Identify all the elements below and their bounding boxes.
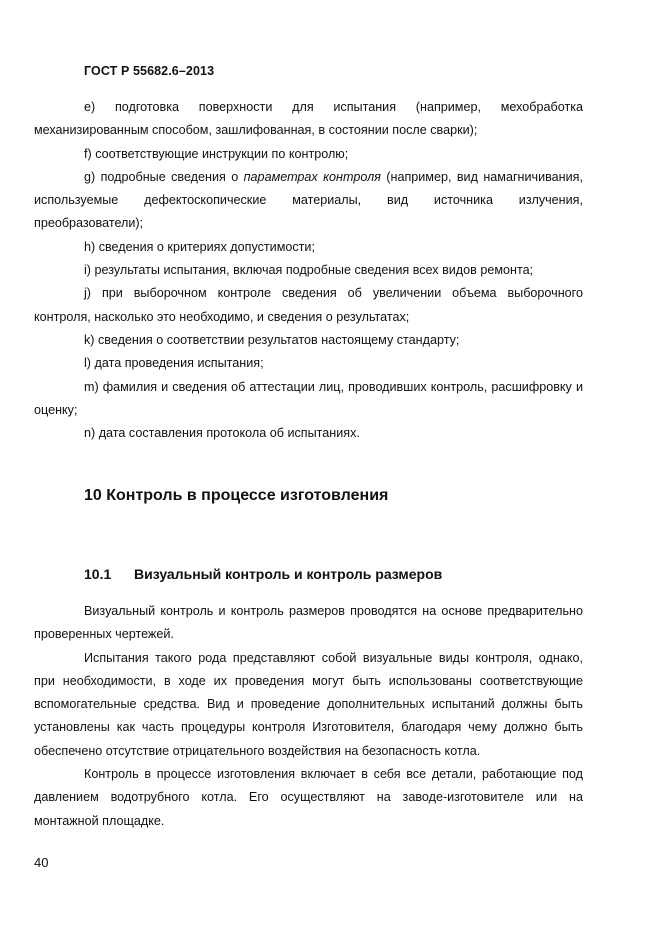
list-item-g (34, 166, 583, 236)
paragraph-1: Визуальный контроль и контроль размеров проводятся на основе предварительно проверенных чертежей. (34, 604, 583, 642)
requirements-list (34, 96, 583, 445)
subsection-heading (84, 566, 442, 582)
paragraph-2: Испытания такого рода представляют собой визуальные виды контроля, однако, при необходимости, в ходе их проведения могут быть использованы соответствующие вспомогательные средства. Вид и проведение дополнительных испытаний должны быть установлены как часть процедуры контроля Изготовителя, благодаря чему должно быть обеспечено отсутствие отрицательного воздействия на безопасность котла. (34, 650, 583, 758)
list-item-g-rest: (например, вид намагничивания, используемые дефектоскопические материалы, вид источника излучения, преобразователи); (34, 169, 583, 231)
document-header: ГОСТ Р 55682.6–2013 (84, 64, 215, 78)
list-item-f: f) соответствующие инструкции по контролю; (84, 146, 349, 161)
list-item-m: m) фамилия и сведения об аттестации лиц, проводивших контроль, расшифровку и оценку; (34, 379, 583, 417)
list-item-i: i) результаты испытания, включая подробные сведения всех видов ремонта; (84, 263, 534, 278)
subsection-title: Визуальный контроль и контроль размеров (134, 566, 443, 582)
list-item-j: j) при выборочном контроле сведения об увеличении объема выборочного контроля, насколько это необходимо, и сведения о результатах; (34, 286, 583, 324)
list-item-k: k) сведения о соответствии результатов настоящему стандарту; (84, 332, 460, 347)
list-item-g-lead: g) подробные сведения о (84, 169, 244, 184)
list-item-g-emphasis: параметрах контроля (243, 169, 381, 184)
subsection-number: 10.1 (84, 566, 112, 582)
paragraph-3: Контроль в процессе изготовления включает в себя все детали, работающие под давлением водотрубного котла. Его осуществляют на заводе-изготовителе или на монтажной площадке. (34, 767, 583, 828)
list-item-l: l) дата проведения испытания; (84, 356, 264, 371)
section-heading: 10 Контроль в процессе изготовления (84, 487, 389, 504)
list-item-e: е) подготовка поверхности для испытания (например, мехобработка механизированным способом, зашлифованная, в состоянии после сварки); (34, 100, 583, 138)
subsection-body (34, 600, 583, 833)
list-item-n: n) дата составления протокола об испытаниях. (84, 426, 360, 441)
page-number: 40 (34, 855, 49, 870)
list-item-h: h) сведения о критериях допустимости; (84, 239, 315, 254)
